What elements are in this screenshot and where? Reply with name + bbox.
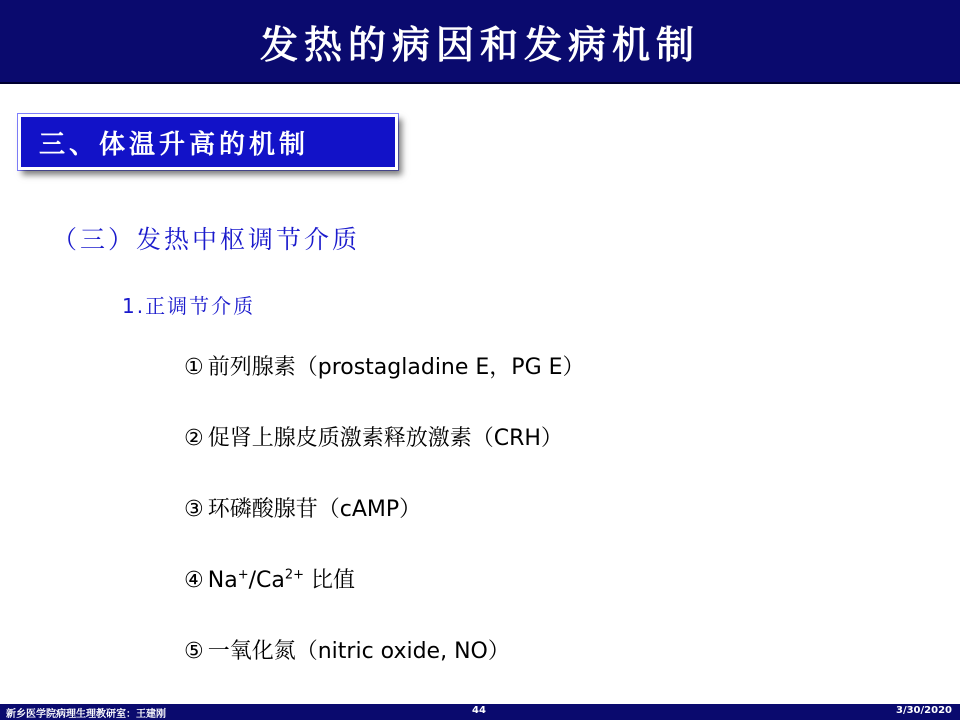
calcium-label: /Ca [248, 568, 285, 593]
sodium-label: Na [207, 568, 238, 593]
page-number: 44 [472, 705, 486, 716]
item-text: 环磷酸腺苷（cAMP） [207, 497, 422, 522]
item-number: ④ [184, 568, 204, 593]
item-text: 促肾上腺皮质激素释放激素（CRH） [207, 426, 563, 451]
item-text: 一氧化氮（nitric oxide, NO） [207, 639, 510, 664]
footer-date: 3/30/2020 [895, 705, 952, 716]
footer-bar [0, 704, 960, 720]
item-number: ⑤ [184, 639, 204, 664]
item-text: 前列腺素（prostagladine E，PG E） [207, 355, 585, 380]
footer-author: 新乡医学院病理生理教研室：王建刚 [6, 709, 166, 720]
title-bar [0, 0, 960, 84]
page-title: 发热的病因和发病机制 [259, 21, 700, 67]
list-item [184, 350, 585, 381]
subheading: （三）发热中枢调节介质 [52, 225, 361, 254]
list-item [184, 492, 421, 523]
section-heading-box [18, 114, 398, 170]
item-number: ① [184, 355, 204, 380]
list-item [184, 421, 563, 452]
item-number: ② [184, 426, 204, 451]
ratio-label: 比值 [304, 568, 356, 593]
item-number: ③ [184, 497, 204, 522]
sub-subheading: 1.正调节介质 [122, 294, 256, 318]
list-item [184, 563, 355, 594]
list-item [184, 634, 510, 665]
sodium-charge: + [237, 567, 249, 583]
section-heading: 三、体温升高的机制 [39, 129, 310, 160]
calcium-charge: 2+ [284, 567, 305, 583]
